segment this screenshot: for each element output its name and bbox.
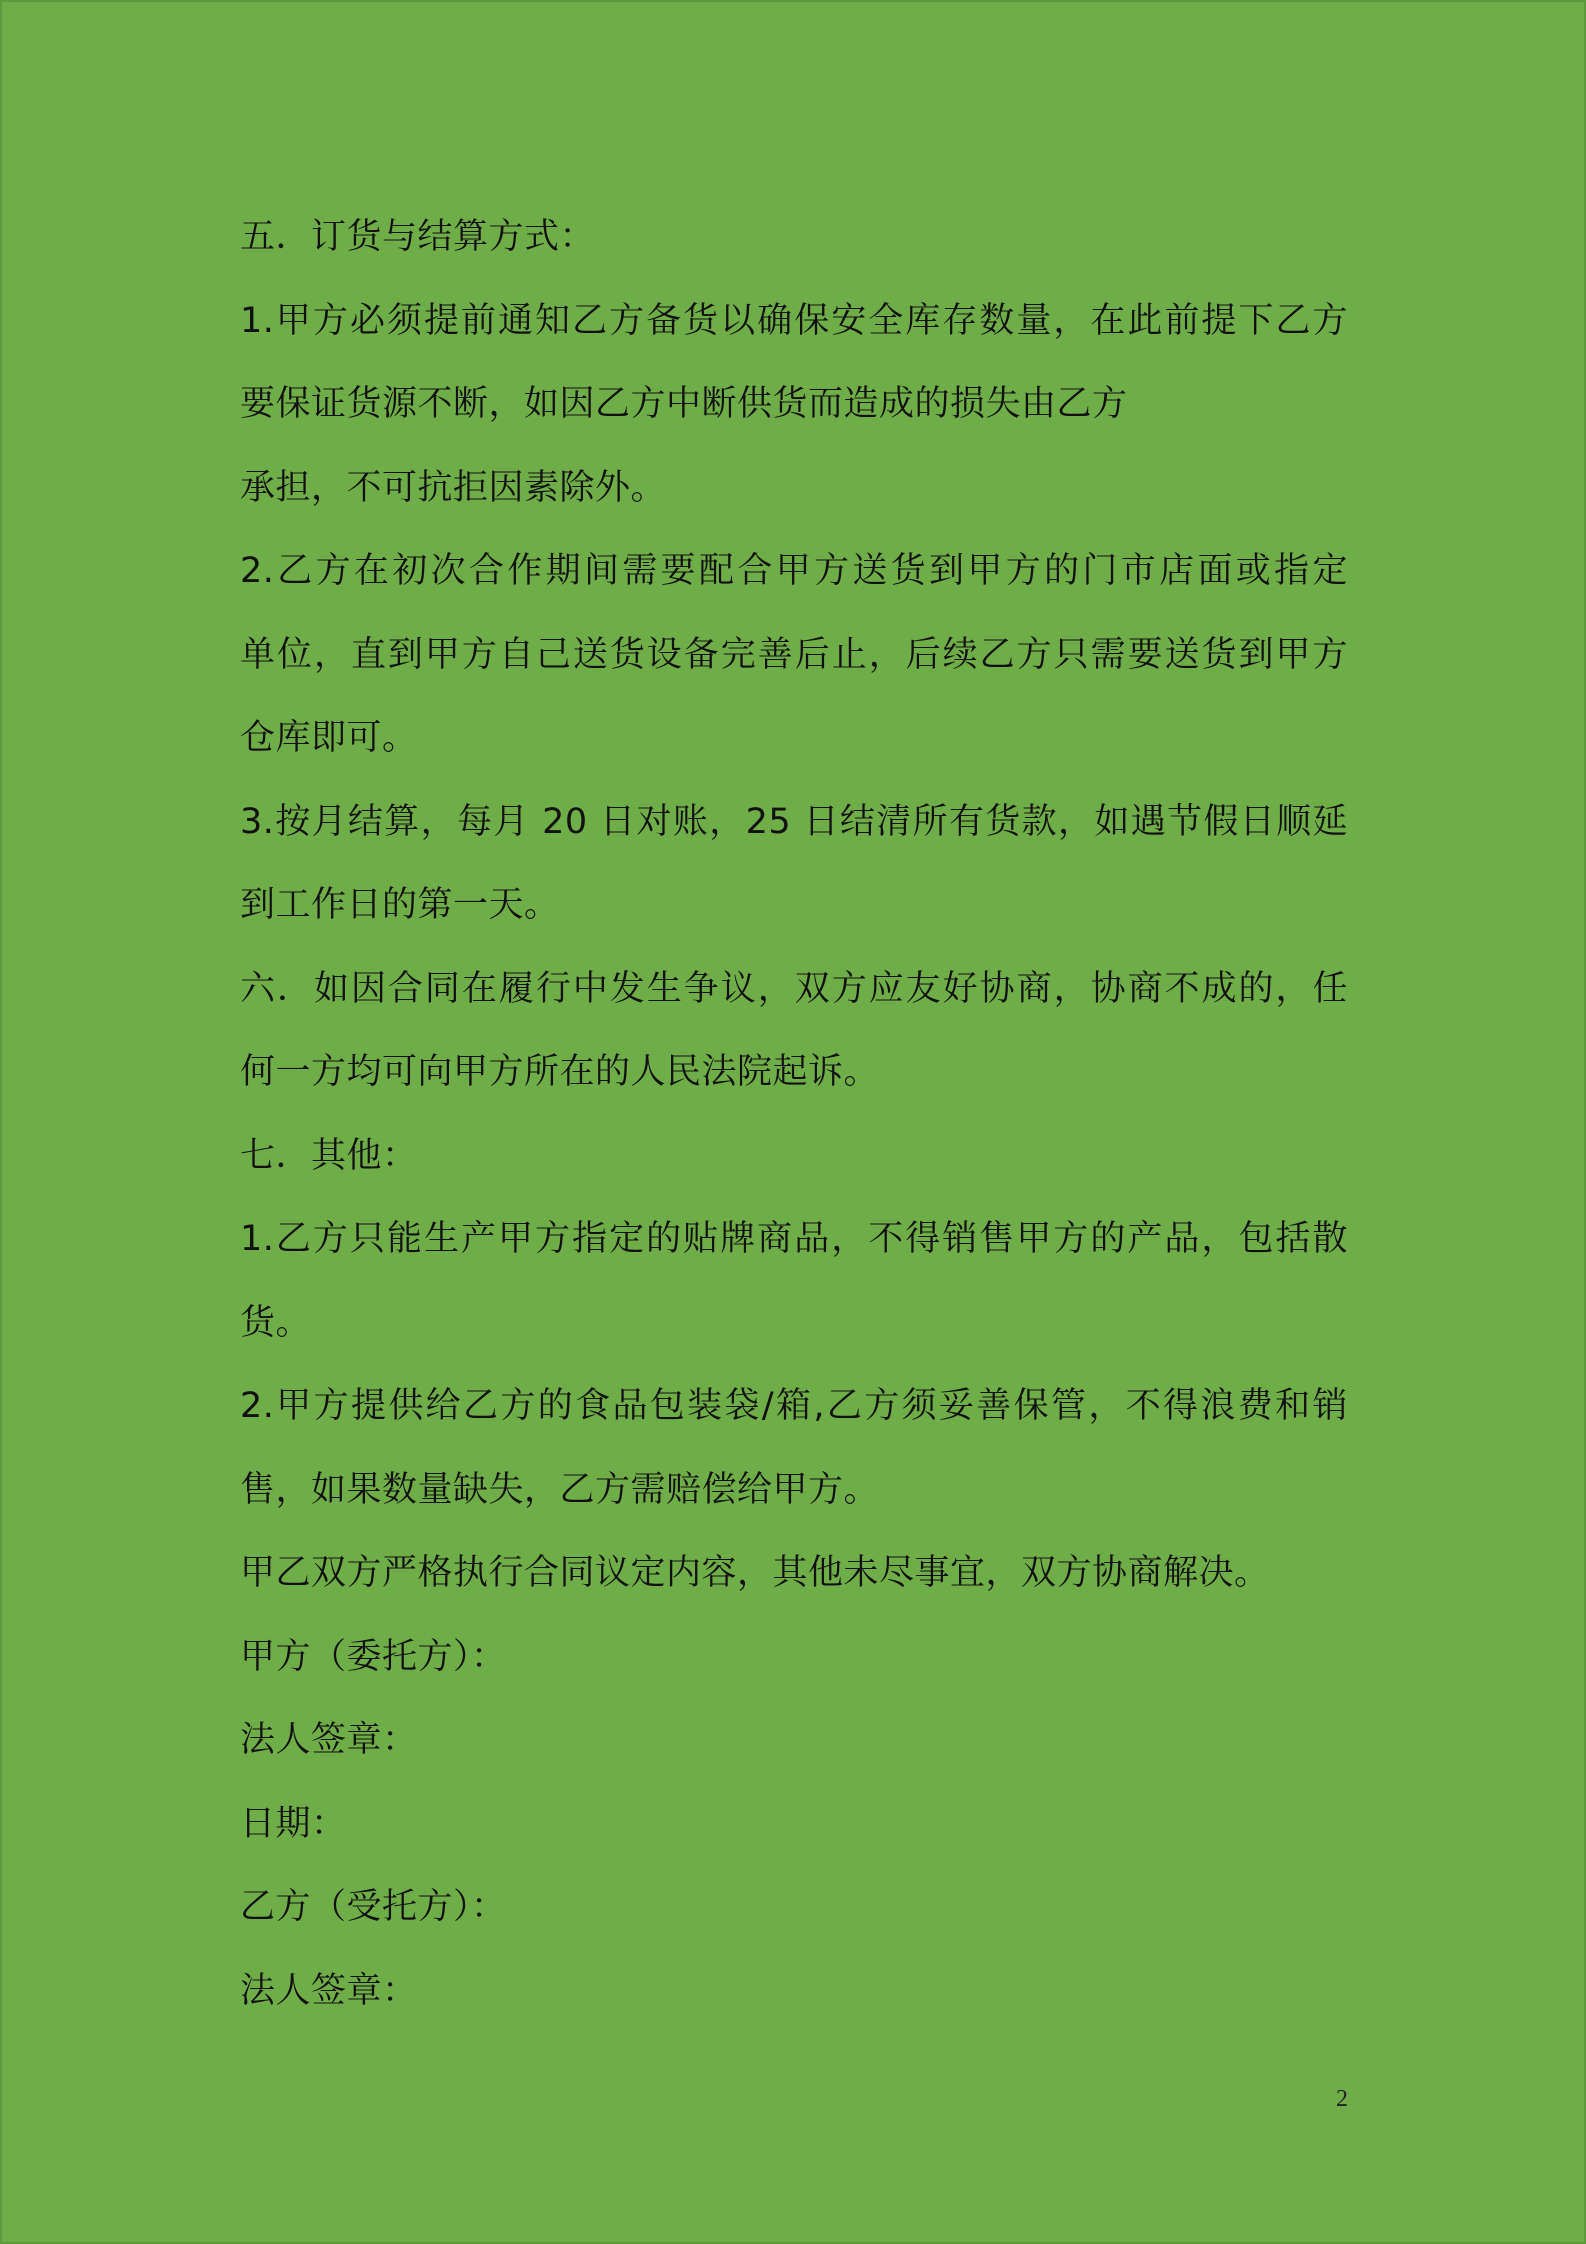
clause-7-1-line-2: 货。 <box>240 1302 312 1343</box>
clause-7-2-line-2: 售，如果数量缺失，乙方需赔偿给甲方。 <box>240 1469 880 1510</box>
document-body <box>240 196 1360 2033</box>
party-b-label: 乙方（受托方）： <box>240 1887 507 1927</box>
party-b-signature-label: 法人签章： <box>240 1970 418 2011</box>
clause-5-3-line-1: 3.按月结算，每月 20 日对账，25 日结清所有货款，如遇节假日顺延 <box>240 801 1348 842</box>
clause-5-2-line-3: 仓库即可。 <box>240 718 418 758</box>
date-label: 日期： <box>240 1803 347 1844</box>
section-6-line-1: 六．如因合同在履行中发生争议，双方应友好协商，协商不成的，任 <box>240 968 1348 1009</box>
clause-5-1-line-3: 承担，不可抗拒因素除外。 <box>240 467 667 508</box>
clause-7-2-line-1: 2.甲方提供给乙方的食品包装袋/箱,乙方须妥善保管，不得浪费和销 <box>240 1386 1348 1426</box>
section-6-line-2: 何一方均可向甲方所在的人民法院起诉。 <box>240 1052 880 1092</box>
page-number: 2 <box>1336 2086 1348 2112</box>
clause-5-2-line-1: 2.乙方在初次合作期间需要配合甲方送货到甲方的门市店面或指定 <box>240 551 1348 591</box>
clause-5-2-line-2: 单位，直到甲方自己送货设备完善后止，后续乙方只需要送货到甲方 <box>240 634 1348 675</box>
section-7-heading: 七．其他： <box>240 1135 418 1176</box>
clause-5-1-line-1: 1.甲方必须提前通知乙方备货以确保安全库存数量，在此前提下乙方 <box>240 300 1348 341</box>
section-5-heading: 五．订货与结算方式： <box>240 217 596 257</box>
party-a-signature-label: 法人签章： <box>240 1720 418 1760</box>
clause-7-1-line-1: 1.乙方只能生产甲方指定的贴牌商品，不得销售甲方的产品，包括散 <box>240 1219 1348 1259</box>
closing-statement: 甲乙双方严格执行合同议定内容，其他未尽事宜，双方协商解决。 <box>240 1553 1270 1593</box>
clause-5-1-line-2: 要保证货源不断，如因乙方中断供货而造成的损失由乙方 <box>240 384 1128 424</box>
party-a-label: 甲方（委托方）： <box>240 1636 507 1677</box>
clause-5-3-line-2: 到工作日的第一天。 <box>240 885 560 925</box>
